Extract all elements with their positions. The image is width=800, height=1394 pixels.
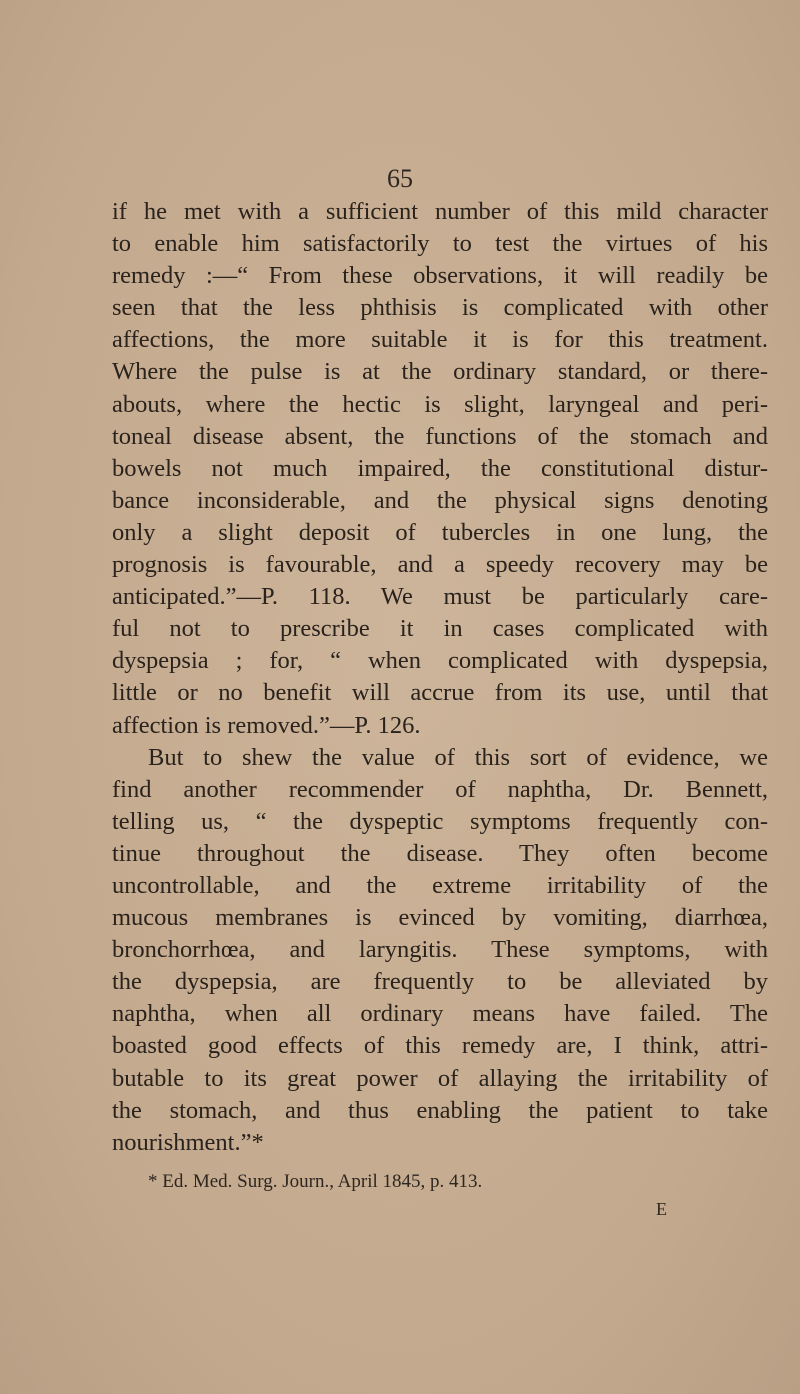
text-line: seen that the less phthisis is complicated with other	[112, 294, 768, 322]
text-line: affection is removed.”—P. 126.	[112, 711, 421, 739]
text-line: to enable him satisfactorily to test the virtues of his	[112, 230, 768, 258]
text-line: anticipated.”—P. 118. We must be particularly care-	[112, 583, 768, 611]
text-line: bowels not much impaired, the constitutional distur-	[112, 454, 768, 482]
signature-mark: E	[656, 1199, 667, 1219]
text-line: naphtha, when all ordinary means have failed. The	[112, 1000, 768, 1028]
text-line: the dyspepsia, are frequently to be alleviated by	[112, 968, 768, 996]
text-line: uncontrollable, and the extreme irritability of the	[112, 871, 768, 899]
text-line: find another recommender of naphtha, Dr. Bennett,	[112, 775, 768, 803]
text-line: toneal disease absent, the functions of the stomach and	[112, 422, 768, 450]
text-line: only a slight deposit of tubercles in one lung, the	[112, 518, 768, 546]
text-line: nourishment.”*	[112, 1128, 264, 1156]
text-line: the stomach, and thus enabling the patient to take	[112, 1096, 768, 1124]
text-line: remedy :—“ From these observations, it will readily be	[112, 262, 768, 290]
text-line: dyspepsia ; for, “ when complicated with dyspepsia,	[112, 647, 768, 675]
text-line: bronchorrhœa, and laryngitis. These symptoms, with	[112, 936, 768, 964]
text-line: affections, the more suitable it is for this treatment.	[112, 326, 768, 354]
text-line: telling us, “ the dyspeptic symptoms frequently con-	[112, 807, 768, 835]
text-line: butable to its great power of allaying the irritability of	[112, 1064, 768, 1092]
text-line: little or no benefit will accrue from its use, until that	[112, 679, 768, 707]
text-line: tinue throughout the disease. They often become	[112, 839, 768, 867]
text-line: boasted good effects of this remedy are, I think, attri-	[112, 1032, 768, 1060]
text-line: prognosis is favourable, and a speedy recovery may be	[112, 551, 768, 579]
page-number: 65	[387, 164, 413, 193]
text-line: Where the pulse is at the ordinary standard, or there-	[112, 358, 768, 386]
text-line: mucous membranes is evinced by vomiting, diarrhœa,	[112, 904, 768, 932]
text-line: But to shew the value of this sort of evidence, we	[148, 743, 768, 771]
text-line: bance inconsiderable, and the physical signs denoting	[112, 486, 768, 514]
text-line: if he met with a sufficient number of this mild character	[112, 198, 768, 225]
body-text	[112, 196, 768, 1159]
text-line: abouts, where the hectic is slight, laryngeal and peri-	[112, 390, 768, 418]
footnote: * Ed. Med. Surg. Journ., April 1845, p. 413.	[148, 1171, 483, 1192]
text-line: ful not to prescribe it in cases complicated with	[112, 615, 768, 643]
